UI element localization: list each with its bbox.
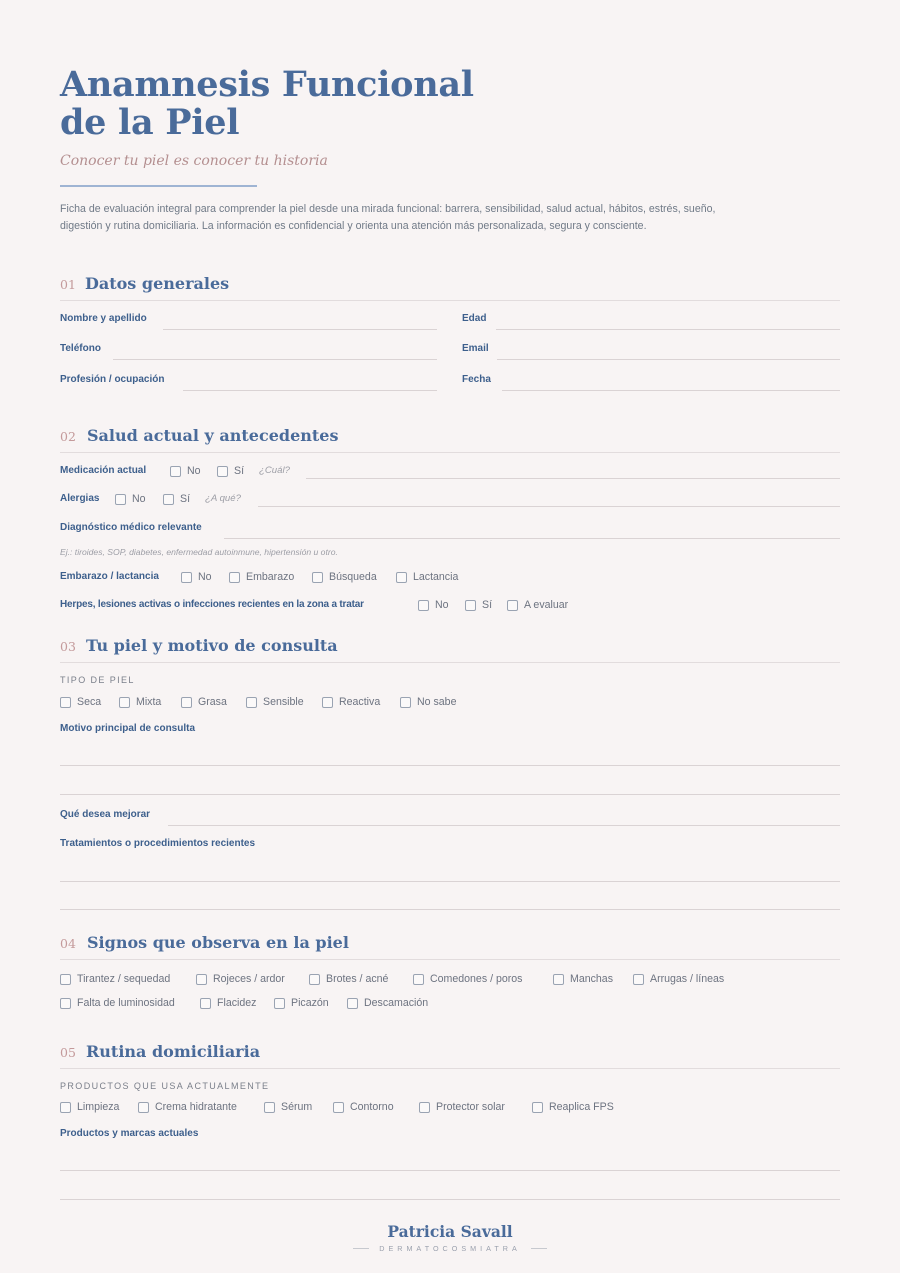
medicacion-no-checkbox[interactable] xyxy=(170,464,201,478)
checkbox-box[interactable] xyxy=(553,974,564,985)
form-page xyxy=(60,0,840,1273)
option-label: Sí xyxy=(482,599,493,611)
herpes-si-checkbox[interactable] xyxy=(465,598,492,612)
alergias-si-checkbox[interactable] xyxy=(163,492,190,506)
label-profesion: Profesión / ocupación xyxy=(60,374,165,385)
signo-comedones-checkbox[interactable] xyxy=(413,972,522,986)
footer-role: DERMATOCOSMIATRA xyxy=(379,1244,521,1253)
motivo-line-1[interactable] xyxy=(60,765,840,766)
checkbox-box[interactable] xyxy=(465,600,476,611)
label-mejorar: Qué desea mejorar xyxy=(60,809,151,820)
checkbox-box[interactable] xyxy=(309,974,320,985)
motivo-line-2[interactable] xyxy=(60,794,840,795)
label-edad: Edad xyxy=(462,313,487,324)
signo-brotes-checkbox[interactable] xyxy=(309,972,388,986)
tratamientos-line-2[interactable] xyxy=(60,909,840,910)
checkbox-box[interactable] xyxy=(532,1102,543,1113)
section-datos-generales xyxy=(60,271,840,301)
option-label: Flacidez xyxy=(217,997,257,1009)
option-label: A evaluar xyxy=(524,599,569,611)
label-telefono: Teléfono xyxy=(60,343,101,354)
section-title: Rutina domiciliaria xyxy=(86,1042,261,1061)
checkbox-box[interactable] xyxy=(246,697,257,708)
checkbox-box[interactable] xyxy=(322,697,333,708)
signo-picazon-checkbox[interactable] xyxy=(274,996,329,1010)
option-label: Protector solar xyxy=(436,1101,505,1113)
marcas-line-1[interactable] xyxy=(60,1170,840,1171)
section-tu-piel xyxy=(60,633,840,663)
label-diagnostico: Diagnóstico médico relevante xyxy=(60,522,202,533)
checkbox-box[interactable] xyxy=(181,697,192,708)
option-label: Manchas xyxy=(570,973,613,985)
option-label: Sensible xyxy=(263,696,304,708)
checkbox-box[interactable] xyxy=(181,572,192,583)
checkbox-box[interactable] xyxy=(507,600,518,611)
option-label: Seca xyxy=(77,696,102,708)
checkbox-box[interactable] xyxy=(413,974,424,985)
option-label: Comedones / poros xyxy=(430,973,523,985)
prod-reaplica-checkbox[interactable] xyxy=(532,1100,614,1114)
checkbox-box[interactable] xyxy=(264,1102,275,1113)
checkbox-box[interactable] xyxy=(400,697,411,708)
tipo-reactiva-checkbox[interactable] xyxy=(322,695,380,709)
profesion-field[interactable] xyxy=(183,390,437,391)
alergias-detail-field[interactable] xyxy=(258,506,840,507)
option-label: Sí xyxy=(180,493,191,505)
label-fecha: Fecha xyxy=(462,374,491,385)
option-label: Sérum xyxy=(281,1101,313,1113)
option-label: Lactancia xyxy=(413,571,459,583)
option-label: Picazón xyxy=(291,997,329,1009)
option-label: Arrugas / líneas xyxy=(650,973,725,985)
alergias-no-checkbox[interactable] xyxy=(115,492,146,506)
checkbox-box[interactable] xyxy=(633,974,644,985)
hint-a-que: ¿A qué? xyxy=(205,493,241,504)
checkbox-box[interactable] xyxy=(312,572,323,583)
signo-luminosidad-checkbox[interactable] xyxy=(60,996,175,1010)
section-title: Signos que observa en la piel xyxy=(87,933,349,952)
label-marcas: Productos y marcas actuales xyxy=(60,1128,199,1139)
section-signos xyxy=(60,930,840,960)
page-title xyxy=(60,66,580,142)
checkbox-box[interactable] xyxy=(60,1102,71,1113)
marcas-line-2[interactable] xyxy=(60,1199,840,1200)
title-line-1: Anamnesis Funcional xyxy=(60,64,474,105)
option-label: No xyxy=(198,571,212,583)
signo-manchas-checkbox[interactable] xyxy=(553,972,613,986)
option-label: Embarazo xyxy=(246,571,295,583)
label-tratamientos: Tratamientos o procedimientos recientes xyxy=(60,838,256,849)
tipo-grasa-checkbox[interactable] xyxy=(181,695,227,709)
label-herpes: Herpes, lesiones activas o infecciones recientes en la zona a tratar xyxy=(60,599,364,610)
medicacion-detail-field[interactable] xyxy=(306,478,840,479)
option-label: Reactiva xyxy=(339,696,381,708)
checkbox-box[interactable] xyxy=(60,998,71,1009)
checkbox-box[interactable] xyxy=(418,600,429,611)
checkbox-box[interactable] xyxy=(60,697,71,708)
checkbox-box[interactable] xyxy=(115,494,126,505)
checkbox-box[interactable] xyxy=(170,466,181,477)
label-medicacion: Medicación actual xyxy=(60,465,147,476)
label-nombre: Nombre y apellido xyxy=(60,313,147,324)
section-number: 05 xyxy=(60,1045,76,1060)
diagnostico-field[interactable] xyxy=(224,538,840,539)
signo-flacidez-checkbox[interactable] xyxy=(200,996,256,1010)
medicacion-si-checkbox[interactable] xyxy=(217,464,244,478)
signo-rojeces-checkbox[interactable] xyxy=(196,972,285,986)
section-number: 02 xyxy=(60,429,76,444)
option-label: Descamación xyxy=(364,997,429,1009)
section-number: 01 xyxy=(60,277,76,292)
tratamientos-line-1[interactable] xyxy=(60,881,840,882)
email-field[interactable] xyxy=(497,359,840,360)
checkbox-box[interactable] xyxy=(217,466,228,477)
option-label: Tirantez / sequedad xyxy=(77,973,171,985)
section-number: 04 xyxy=(60,936,76,951)
title-divider xyxy=(60,185,257,187)
option-label: No xyxy=(132,493,146,505)
label-motivo: Motivo principal de consulta xyxy=(60,723,196,734)
section-title: Salud actual y antecedentes xyxy=(87,426,339,445)
option-label: Mixta xyxy=(136,696,162,708)
label-alergias: Alergias xyxy=(60,493,100,504)
checkbox-box[interactable] xyxy=(200,998,211,1009)
embarazo-lactancia-checkbox[interactable] xyxy=(396,570,458,584)
option-label: No xyxy=(435,599,449,611)
footer-name: Patricia Savall xyxy=(387,1222,513,1241)
prod-protector-checkbox[interactable] xyxy=(419,1100,505,1114)
option-label: Limpieza xyxy=(77,1101,120,1113)
herpes-no-checkbox[interactable] xyxy=(418,598,449,612)
signo-arrugas-checkbox[interactable] xyxy=(633,972,724,986)
option-label: Falta de luminosidad xyxy=(77,997,175,1009)
prod-serum-checkbox[interactable] xyxy=(264,1100,312,1114)
tipo-seca-checkbox[interactable] xyxy=(60,695,101,709)
intro-text: Ficha de evaluación integral para comprender la piel desde una mirada funcional: barrera, sensibilidad, salud actual, hábitos, estrés, sueño, digestión y rutina domiciliaria. La información es confidencial y orienta una atención más personalizada, segura y consciente. xyxy=(60,203,716,232)
section-title: Datos generales xyxy=(85,274,230,293)
checkbox-box[interactable] xyxy=(119,697,130,708)
checkbox-box[interactable] xyxy=(419,1102,430,1113)
tipo-mixta-checkbox[interactable] xyxy=(119,695,161,709)
option-label: No xyxy=(187,465,201,477)
signo-tirantez-checkbox[interactable] xyxy=(60,972,170,986)
checkbox-box[interactable] xyxy=(333,1102,344,1113)
section-number: 03 xyxy=(60,639,76,654)
page-subtitle: Conocer tu piel es conocer tu historia xyxy=(60,153,328,169)
option-label: Sí xyxy=(234,465,245,477)
herpes-a-evaluar-checkbox[interactable] xyxy=(507,598,568,612)
option-label: No sabe xyxy=(417,696,457,708)
footer-role-row xyxy=(60,1244,840,1253)
section-salud-actual xyxy=(60,423,840,453)
checkbox-box[interactable] xyxy=(274,998,285,1009)
checkbox-box[interactable] xyxy=(196,974,207,985)
tipo-sensible-checkbox[interactable] xyxy=(246,695,304,709)
option-label: Reaplica FPS xyxy=(549,1101,614,1113)
embarazo-busqueda-checkbox[interactable] xyxy=(312,570,377,584)
section-rutina xyxy=(60,1039,840,1069)
mejorar-field[interactable] xyxy=(168,825,840,826)
option-label: Grasa xyxy=(198,696,227,708)
checkbox-box[interactable] xyxy=(396,572,407,583)
checkbox-box[interactable] xyxy=(229,572,240,583)
footer-dash-right xyxy=(531,1248,547,1249)
checkbox-box[interactable] xyxy=(138,1102,149,1113)
telefono-field[interactable] xyxy=(113,359,437,360)
section-title: Tu piel y motivo de consulta xyxy=(86,636,338,655)
diagnostico-hint: Ej.: tiroides, SOP, diabetes, enfermedad autoinmune, hipertensión u otro. xyxy=(60,547,338,557)
embarazo-embarazo-checkbox[interactable] xyxy=(229,570,294,584)
option-label: Crema hidratante xyxy=(155,1101,237,1113)
option-label: Brotes / acné xyxy=(326,973,389,985)
fecha-field[interactable] xyxy=(502,390,840,391)
edad-field[interactable] xyxy=(496,329,840,330)
checkbox-box[interactable] xyxy=(347,998,358,1009)
title-line-2: de la Piel xyxy=(60,102,240,143)
checkbox-box[interactable] xyxy=(60,974,71,985)
label-productos: PRODUCTOS QUE USA ACTUALMENTE xyxy=(60,1081,270,1091)
option-label: Contorno xyxy=(350,1101,394,1113)
embarazo-no-checkbox[interactable] xyxy=(181,570,212,584)
option-label: Búsqueda xyxy=(329,571,377,583)
prod-crema-checkbox[interactable] xyxy=(138,1100,237,1114)
footer-dash-left xyxy=(353,1248,369,1249)
label-email: Email xyxy=(462,343,489,354)
nombre-field[interactable] xyxy=(163,329,437,330)
tipo-no-sabe-checkbox[interactable] xyxy=(400,695,456,709)
label-tipo-de-piel: TIPO DE PIEL xyxy=(60,675,135,685)
option-label: Rojeces / ardor xyxy=(213,973,285,985)
prod-limpieza-checkbox[interactable] xyxy=(60,1100,119,1114)
checkbox-box[interactable] xyxy=(163,494,174,505)
label-embarazo: Embarazo / lactancia xyxy=(60,571,159,582)
hint-cual: ¿Cuál? xyxy=(259,465,290,476)
prod-contorno-checkbox[interactable] xyxy=(333,1100,394,1114)
signo-descamacion-checkbox[interactable] xyxy=(347,996,428,1010)
